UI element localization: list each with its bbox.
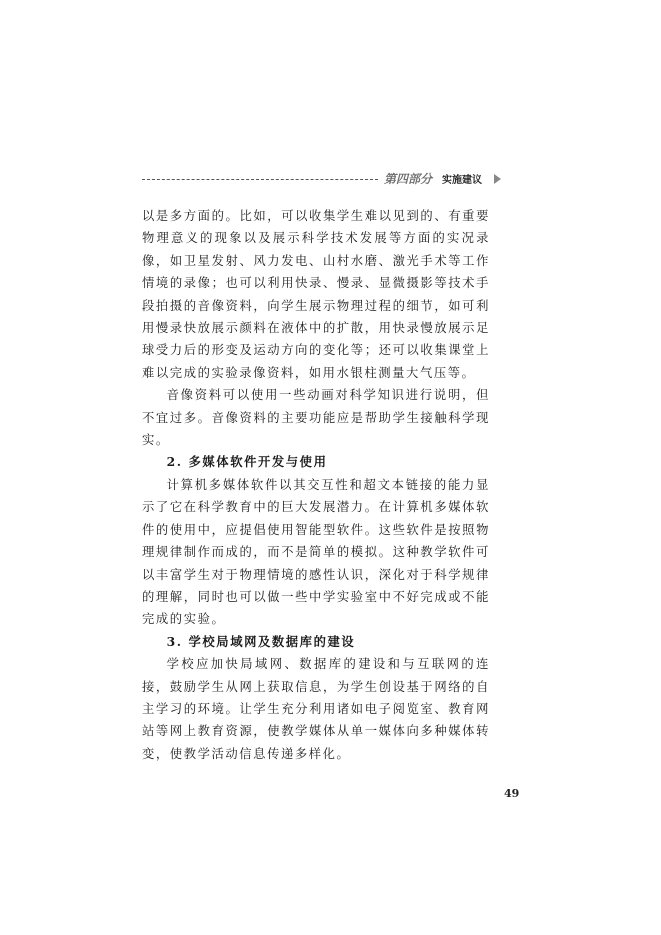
header-section-title: 实施建议 [442, 175, 482, 186]
paragraph-continued: 以是多方面的。比如，可以收集学生难以见到的、有重要物理意义的现象以及展示科学技术发展等方面的实况录像，如卫星发射、风力发电、山村水磨、激光手术等工作情境的录像；也可以利用快录、慢录、显微摄影等技术手段拍摄的音像资料，向学生展示物理过程的细节，如可利用慢录快放展示颜料在液体中的扩散，用快录慢放展示足球受力后的形变及运动方向的变化等；还可以收集课堂上难以完成的实验录像资料，如用水银柱测量大气压等。 [142, 209, 490, 380]
paragraph: 音像资料可以使用一些动画对科学知识进行说明，但不宜过多。音像资料的主要功能应是帮助学生接触科学现实。 [142, 388, 490, 448]
body-text [142, 205, 490, 765]
header-part-title: 第四部分 [384, 172, 433, 186]
running-header [142, 170, 504, 188]
paragraph: 计算机多媒体软件以其交互性和超文本链接的能力显示了它在科学教育中的巨大发展潜力。在计算机多媒体软件的使用中，应提倡使用智能型软件。这些软件是按照物理规律制作而成的，而不是简单的模拟。这种教学软件可以丰富学生对于物理情境的感性认识，深化对于科学规律的理解，同时也可以做一些中学实验室中不好完成或不能完成的实验。 [142, 477, 490, 627]
paragraph: 学校应加快局域网、数据库的建设和与互联网的连接，鼓励学生从网上获取信息，为学生创设基于网络的自主学习的环境。让学生充分利用诸如电子阅览室、教育网站等网上教育资源，使教学媒体从单一媒体向多种媒体转变，使教学活动信息传递多样化。 [142, 657, 490, 761]
section-heading-network: 3. 学校局域网及数据库的建设 [166, 633, 356, 649]
section-heading-multimedia: 2. 多媒体软件开发与使用 [166, 454, 328, 470]
triangle-right-icon [494, 174, 501, 184]
header-rule [142, 179, 378, 180]
page-number: 49 [504, 787, 520, 800]
